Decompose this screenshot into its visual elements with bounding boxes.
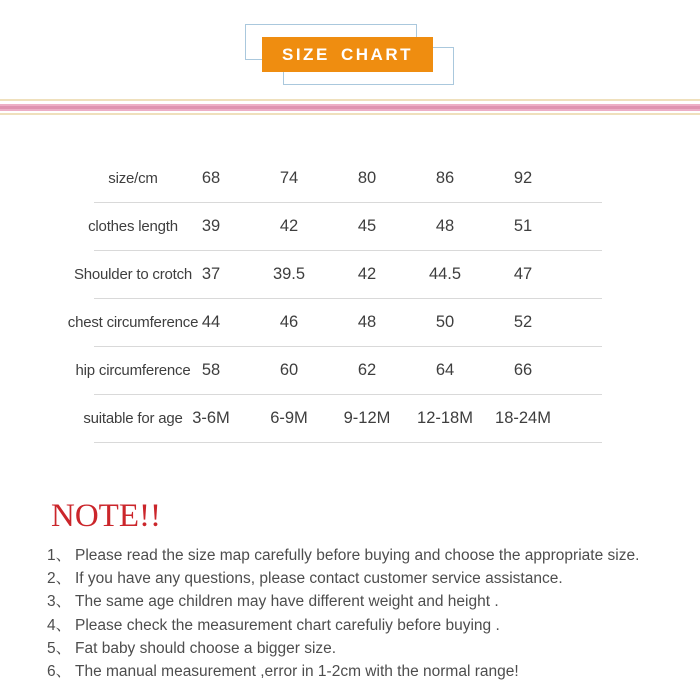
cell-value: 46: [279, 313, 299, 331]
cell-value: 12-18M: [417, 409, 473, 427]
row-label: chest circumference: [67, 314, 199, 331]
row-label: clothes length: [88, 218, 178, 235]
note-item-3: [47, 590, 667, 613]
row-label: size/cm: [108, 170, 158, 187]
cell-value: 92: [513, 169, 533, 187]
cell-value: 47: [513, 265, 533, 283]
cell-value: 64: [435, 361, 455, 379]
note-item-text: Please read the size map carefully before buying and choose the appropriate size.: [75, 547, 640, 564]
cell-value: 18-24M: [495, 409, 551, 427]
note-item-number: 2、: [47, 570, 72, 588]
cell-value: 6-9M: [270, 409, 308, 427]
note-item-text: The same age children may have different weight and height .: [75, 593, 499, 611]
row-label: hip circumference: [75, 362, 191, 379]
cell-value: 48: [357, 313, 377, 331]
cell-value: 68: [201, 169, 221, 187]
cell-value: 3-6M: [192, 409, 230, 427]
cell-value: 51: [513, 217, 533, 235]
note-item-6: [47, 660, 667, 683]
divider-stripe-cream-bottom: [0, 113, 700, 115]
note-item-1: [47, 544, 667, 567]
cell-value: 42: [279, 217, 299, 235]
note-item-number: 5、: [47, 639, 72, 657]
size-table: [67, 155, 602, 443]
note-item-text: Fat baby should choose a bigger size.: [75, 639, 337, 657]
note-item-number: 3、: [47, 593, 72, 611]
cell-value: 42: [357, 265, 377, 283]
cell-value: 74: [279, 169, 299, 187]
cell-value: 48: [435, 217, 455, 235]
page-title: SIZE CHART: [282, 44, 413, 64]
cell-value: 37: [201, 265, 221, 283]
cell-value: 9-12M: [343, 409, 391, 427]
cell-value: 52: [513, 313, 533, 331]
note-item-2: [47, 567, 667, 590]
row-label: suitable for age: [83, 410, 183, 427]
note-item-number: 4、: [47, 616, 72, 634]
table-row-chest-circumference: [67, 299, 602, 347]
cell-value: 44: [201, 313, 221, 331]
table-row-hip-circumference: [75, 347, 602, 395]
cell-value: 80: [357, 169, 377, 187]
row-label: Shoulder to crotch: [73, 266, 193, 283]
note-item-4: [47, 614, 667, 637]
table-row-suitable-age: [83, 395, 602, 443]
table-row-size: [94, 155, 602, 203]
striped-divider: [0, 99, 700, 115]
cell-value: 45: [357, 217, 377, 235]
cell-value: 86: [435, 169, 455, 187]
cell-value: 39.5: [272, 265, 306, 283]
note-item-number: 1、: [47, 547, 72, 564]
cell-value: 44.5: [428, 265, 462, 283]
note-item-number: 6、: [47, 663, 72, 681]
note-item-text: Please check the measurement chart carefuliy before buying .: [75, 616, 500, 634]
cell-value: 50: [435, 313, 455, 331]
note-item-text: If you have any questions, please contact customer service assistance.: [75, 570, 563, 588]
cell-value: 58: [201, 361, 221, 379]
table-row-clothes-length: [88, 203, 602, 251]
note-heading: NOTE!!: [51, 498, 161, 534]
note-item-text: The manual measurement ,error in 1-2cm with the normal range!: [75, 663, 519, 681]
note-list: [47, 544, 667, 683]
cell-value: 39: [201, 217, 221, 235]
size-chart-banner: [262, 37, 433, 72]
cell-value: 60: [279, 361, 299, 379]
cell-value: 62: [357, 361, 377, 379]
cell-value: 66: [513, 361, 533, 379]
table-row-shoulder-to-crotch: [73, 251, 602, 299]
note-item-5: [47, 637, 667, 660]
